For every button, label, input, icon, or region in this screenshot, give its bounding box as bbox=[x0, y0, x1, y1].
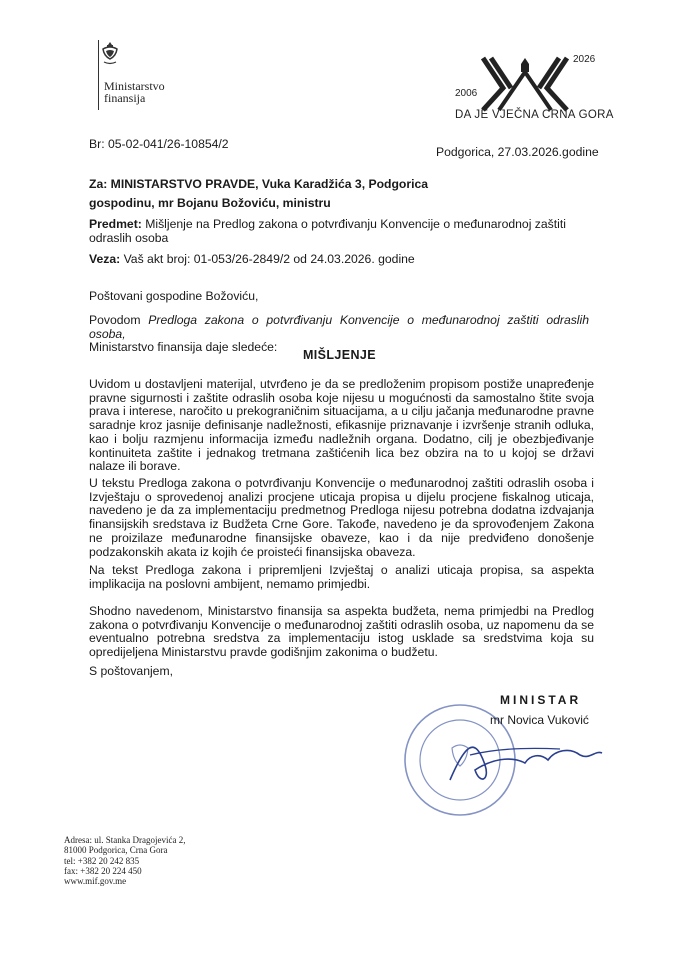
header-divider bbox=[98, 40, 99, 110]
anniversary-left-year: 2006 bbox=[455, 88, 478, 99]
body-paragraph-1: Uvidom u dostavljeni materijal, utvrđeno je da se predloženim propisom postiže unapređenje pravne sigurnosti i zaštite odraslih osoba koje nijesu u mogućnosti da samostalno štite svoja prava i interese, naročito u prekograničnim situacijama, a u cilju jačanja međunarodne pravne saradnje kroz jasnije definisanje nadležnosti, efikasnije priznavanje i izvršenje stranih odluka, kao i bolju razmjenu informacija između nadležnih organa. Dodatno, cilj je obezbjeđivanje kontinuiteta zaštite i jednakog tretmana zaštićenih lica bez obzira na to u kojoj se državi nalaze ili borave. bbox=[89, 377, 594, 474]
footer-phone: tel: +382 20 242 835 bbox=[64, 855, 140, 866]
reference-block bbox=[89, 253, 415, 267]
body-paragraph-2: U tekstu Predloga zakona o potvrđivanju Konvencije o međunarodnoj zaštiti odraslih osoba i Izvještaju o sprovedenoj analizi procjene uticaja propisa u dijelu procjene fiskalnog uticaja, navedeno je da za implementaciju predmetnog Predloga nijesu potrebna dodatna izdvajanja finansijskih sredstava iz Budžeta Crne Gore. Takođe, navedeno je da sprovođenjem Zakona ne proizilaze međunarodne finansijske obaveze, kao i da nije predviđeno donošenje podzakonskih akata iz kojih će proisteći finansijska obaveza. bbox=[89, 476, 594, 559]
footer-address: Adresa: ul. Stanka Dragojevića 2, bbox=[64, 835, 186, 845]
intro-prefix: Povodom bbox=[89, 313, 141, 327]
subject-text: Mišljenje na Predlog zakona o potvrđivanju Konvencije o međunarodnoj zaštiti bbox=[145, 217, 566, 231]
reference-label: Veza: bbox=[89, 252, 121, 266]
intro-suffix: Ministarstvo finansija daje sledeće: bbox=[89, 340, 278, 355]
body-paragraph-3: Na tekst Predloga zakona i pripremljeni Izvještaj o analizi uticaja propisa, sa aspekta implikacija na poslovni ambijent, nemamo primjedbi. bbox=[89, 563, 594, 591]
intro-italic: Predloga zakona o potvrđivanju Konvencije o međunarodnoj zaštiti odraslih osoba, bbox=[89, 313, 590, 341]
reference-number: Br: 05-02-041/26-10854/2 bbox=[89, 137, 229, 151]
salutation: Poštovani gospodine Božoviću, bbox=[89, 289, 259, 303]
opinion-heading: MIŠLJENJE bbox=[302, 348, 377, 362]
place-date: Podgorica, 27.03.2026.godine bbox=[436, 145, 599, 159]
recipient-line1: Za: MINISTARSTVO PRAVDE, Vuka Karadžića 3, Podgorica bbox=[89, 177, 429, 191]
handwritten-signature bbox=[430, 725, 610, 795]
footer-website[interactable]: www.mif.gov.me bbox=[64, 876, 127, 887]
coat-of-arms-icon bbox=[100, 40, 120, 68]
footer-city: 81000 Podgorica, Crna Gora bbox=[64, 845, 168, 856]
body-paragraph-4: Shodno navedenom, Ministarstvo finansija sa aspekta budžeta, nema primjedbi na Predlog zakona o potvrđivanju Konvencije o međunarodnoj zaštiti odraslih osoba, uz napomenu da se eventualno potrebna sredstva za implementaciju istog uskladе sa sredstvima koja su opredijeljena Ministarstvu pravde godišnjim zakonima o budžetu. bbox=[89, 604, 594, 660]
reference-text: Vaš akt broj: 01-053/26-2849/2 od 24.03.2026. godine bbox=[123, 252, 415, 266]
signer-name: mr Novica Vuković bbox=[490, 713, 589, 727]
recipient-line2: gospodinu, mr Bojanu Božoviću, ministru bbox=[89, 196, 331, 210]
ministry-name bbox=[104, 80, 165, 104]
subject-text-continued: odraslih osoba bbox=[89, 230, 169, 245]
anniversary-right-year: 2026 bbox=[573, 54, 596, 65]
ministry-name-line1: Ministarstvo bbox=[104, 79, 165, 93]
subject-label: Predmet: bbox=[89, 217, 142, 231]
anniversary-motto: DA JE VJEČNA CRNA GORA bbox=[455, 109, 614, 121]
footer-fax: fax: +382 20 224 450 bbox=[64, 865, 142, 876]
ministry-name-line2: finansija bbox=[104, 91, 146, 105]
subject-block bbox=[89, 218, 589, 245]
closing: S poštovanjem, bbox=[89, 664, 174, 678]
footer-contact bbox=[64, 835, 185, 886]
signer-title: MINISTAR bbox=[500, 693, 582, 707]
